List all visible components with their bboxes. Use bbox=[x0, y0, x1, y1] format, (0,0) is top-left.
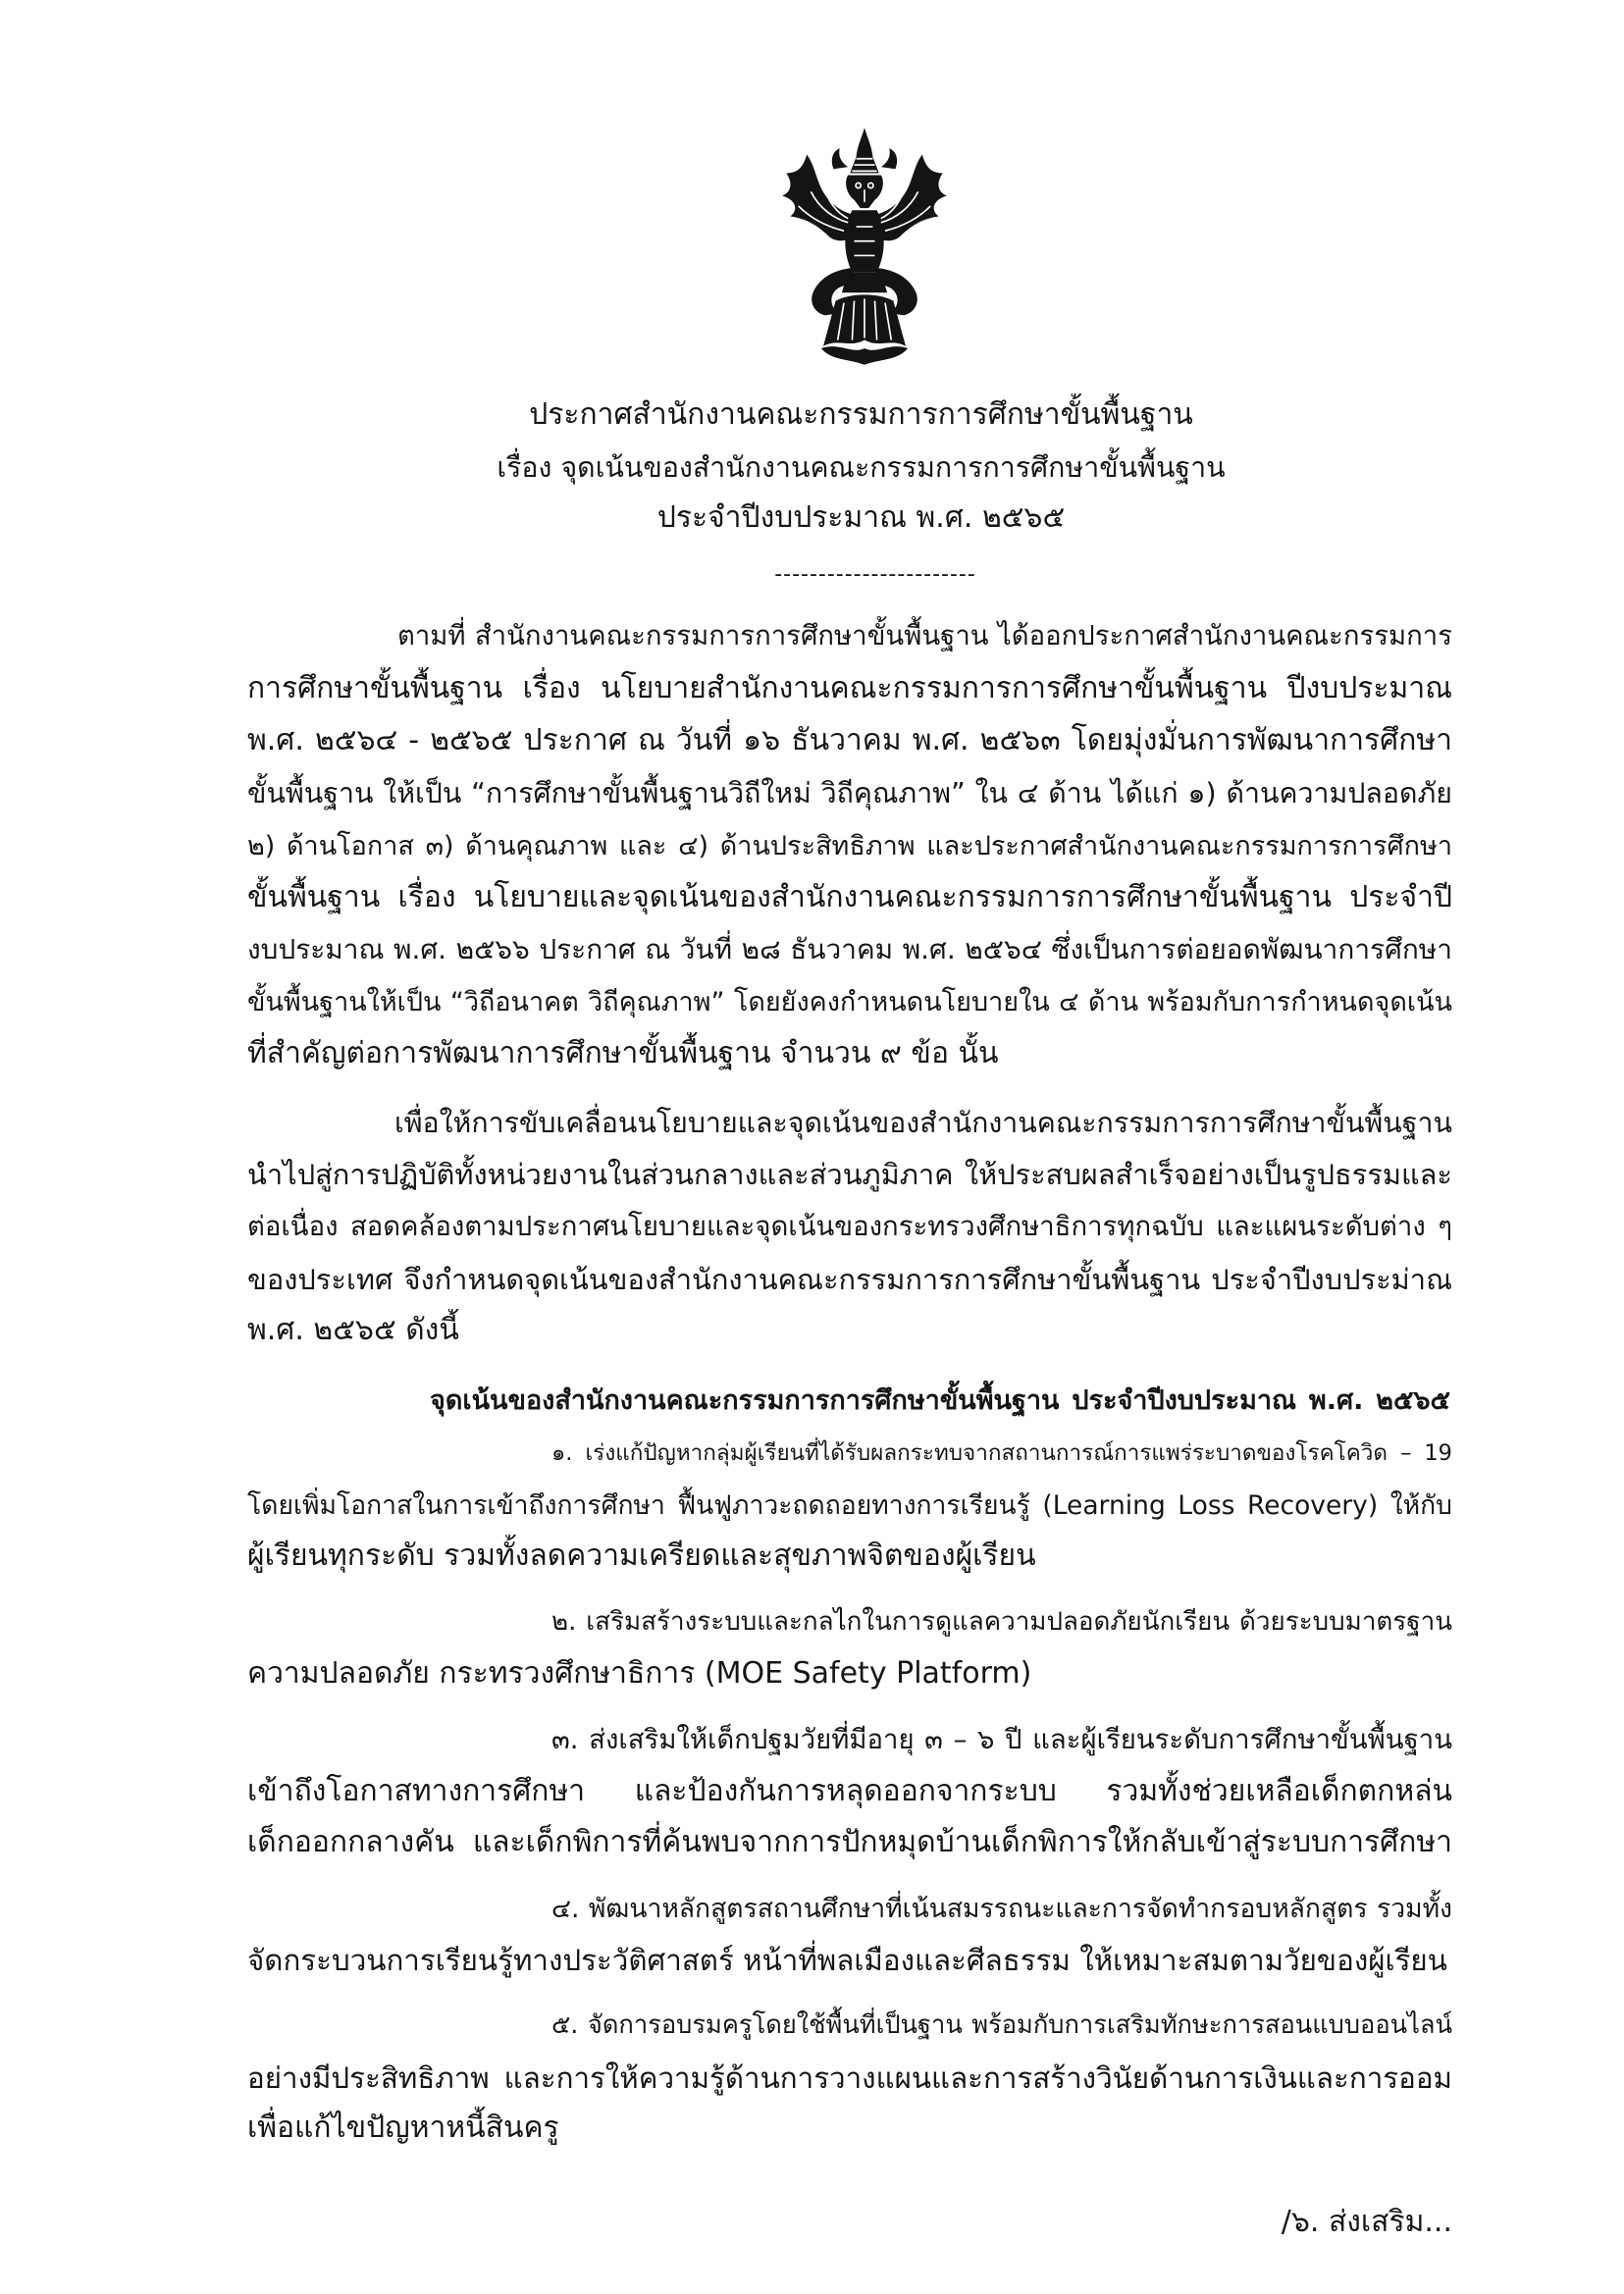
focus-item-1-line: โดยเพิ่มโอกาสในการเข้าถึงการศึกษา ฟื้นฟูภาวะถดถอยทางการเรียนรู้ (Learning Loss Recovery) ให้กับ bbox=[247, 1490, 1452, 1521]
focus-item-2-line: ความปลอดภัย กระทรวงศึกษาธิการ (MOE Safety Platform) bbox=[247, 1656, 1032, 1691]
paragraph2-line: ต่อเนื่อง สอดคล้องตามประกาศนโยบายและจุดเน้นของกระทรวงศึกษาธิการทุกฉบับ และแผนระดับต่าง ๆ bbox=[247, 1211, 1452, 1242]
focus-heading: จุดเน้นของสำนักงานคณะกรรมการการศึกษาขั้นพื้นฐาน ประจำปีงบประมาณ พ.ศ. ๒๕๖๕ bbox=[430, 1385, 1450, 1416]
continuation-marker: /๖. ส่งเสริม... bbox=[1281, 2205, 1452, 2239]
announcement-title: ประกาศสำนักงานคณะกรรมการการศึกษาขั้นพื้นฐาน bbox=[529, 397, 1193, 432]
paragraph1-line: การศึกษาขั้นพื้นฐาน เรื่อง นโยบายสำนักงานคณะกรรมการการศึกษาขั้นพื้นฐาน ปีงบประมาณ bbox=[247, 671, 1452, 705]
header-separator: ----------------------- bbox=[774, 562, 976, 587]
focus-item-3-line: ๓. ส่งเสริมให้เด็กปฐมวัยที่มีอายุ ๓ – ๖ ปี และผู้เรียนระดับการศึกษาขั้นพื้นฐาน bbox=[551, 1724, 1452, 1755]
announcement-subject: เรื่อง จุดเน้นของสำนักงานคณะกรรมการการศึกษาขั้นพื้นฐาน bbox=[497, 451, 1226, 484]
paragraph1-line: ขั้นพื้นฐานให้เป็น “วิถีอนาคต วิถีคุณภาพ” โดยยังคงกำหนดนโยบายใน ๔ ด้าน พร้อมกับการกำหนดจุดเน้น bbox=[247, 987, 1452, 1017]
focus-item-5-line: ๕. จัดการอบรมครูโดยใช้พื้นที่เป็นฐาน พร้อมกับการเสริมทักษะการสอนแบบออนไลน์ bbox=[551, 2010, 1452, 2040]
announcement-fiscal-year: ประจำปีงบประมาณ พ.ศ. ๒๕๖๕ bbox=[656, 500, 1066, 535]
paragraph2-line: เพื่อให้การขับเคลื่อนนโยบายและจุดเน้นของสำนักงานคณะกรรมการการศึกษาขั้นพื้นฐาน bbox=[394, 1107, 1452, 1139]
paragraph1-line: ขั้นพื้นฐาน ให้เป็น “การศึกษาขั้นพื้นฐานวิถีใหม่ วิถีคุณภาพ” ใน ๔ ด้าน ได้แก่ ๑) ด้านความปลอดภัย bbox=[247, 777, 1452, 809]
focus-item-5-line: เพื่อแก้ไขปัญหาหนี้สินครู bbox=[247, 2111, 559, 2145]
focus-item-3-line: เด็กออกกลางคัน และเด็กพิการที่ค้นพบจากการปักหมุดบ้านเด็กพิการให้กลับเข้าสู่ระบบการศึกษา bbox=[247, 1825, 1452, 1859]
paragraph2-line: พ.ศ. ๒๕๖๕ ดังนี้ bbox=[247, 1313, 459, 1347]
focus-item-1-line: ผู้เรียนทุกระดับ รวมทั้งลดความเครียดและสุขภาพจิตของผู้เรียน bbox=[247, 1538, 1036, 1573]
paragraph2-line: นำไปสู่การปฏิบัติทั้งหน่วยงานในส่วนกลางและส่วนภูมิภาค ให้ประสบผลสำเร็จอย่างเป็นรูปธรรมและ bbox=[247, 1158, 1452, 1191]
garuda-emblem-graphic bbox=[761, 128, 968, 365]
focus-item-4-line: จัดกระบวนการเรียนรู้ทางประวัติศาสตร์ หน้าที่พลเมืองและศีลธรรม ให้เหมาะสมตามวัยของผู้เรียน bbox=[247, 1944, 1447, 1977]
garuda-emblem-icon bbox=[761, 128, 968, 365]
paragraph1-line: ขั้นพื้นฐาน เรื่อง นโยบายและจุดเน้นของสำนักงานคณะกรรมการการศึกษาขั้นพื้นฐาน ประจำปี bbox=[247, 880, 1452, 914]
focus-item-2-line: ๒. เสริมสร้างระบบและกลไกในการดูแลความปลอดภัยนักเรียน ด้วยระบบมาตรฐาน bbox=[551, 1607, 1452, 1637]
focus-item-1-line: ๑. เร่งแก้ปัญหากลุ่มผู้เรียนที่ได้รับผลกระทบจากสถานการณ์การแพร่ระบาดของโรคโควิด – 19 bbox=[551, 1440, 1452, 1466]
focus-item-5-line: อย่างมีประสิทธิภาพ และการให้ความรู้ด้านการวางแผนและการสร้างวินัยด้านการเงินและการออม bbox=[247, 2061, 1452, 2095]
focus-item-4-line: ๔. พัฒนาหลักสูตรสถานศึกษาที่เน้นสมรรถนะและการจัดทำกรอบหลักสูตร รวมทั้ง bbox=[551, 1894, 1452, 1924]
paragraph1-line: ตามที่ สำนักงานคณะกรรมการการศึกษาขั้นพื้นฐาน ได้ออกประกาศสำนักงานคณะกรรมการ bbox=[397, 620, 1452, 652]
focus-item-3-line: เข้าถึงโอกาสทางการศึกษา และป้องกันการหลุดออกจากระบบ รวมทั้งช่วยเหลือเด็กตกหล่น bbox=[247, 1774, 1452, 1808]
paragraph1-line: ที่สำคัญต่อการพัฒนาการศึกษาขั้นพื้นฐาน จำนวน ๙ ข้อ นั้น bbox=[247, 1036, 999, 1070]
paragraph2-line: ของประเทศ จึงกำหนดจุดเน้นของสำนักงานคณะกรรมการการศึกษาขั้นพื้นฐาน ประจำปีงบประม่าณ bbox=[247, 1263, 1452, 1296]
paragraph1-line: ๒) ด้านโอกาส ๓) ด้านคุณภาพ และ ๔) ด้านประสิทธิภาพ และประกาศสำนักงานคณะกรรมการการศึกษา bbox=[247, 831, 1452, 861]
paragraph1-line: งบประมาณ พ.ศ. ๒๕๖๖ ประกาศ ณ วันที่ ๒๘ ธันวาคม พ.ศ. ๒๕๖๔ ซึ่งเป็นการต่อยอดพัฒนาการศึกษา bbox=[247, 933, 1452, 965]
paragraph1-line: พ.ศ. ๒๕๖๔ - ๒๕๖๕ ประกาศ ณ วันที่ ๑๖ ธันวาคม พ.ศ. ๒๕๖๓ โดยมุ่งมั่นการพัฒนาการศึกษา bbox=[247, 723, 1452, 757]
